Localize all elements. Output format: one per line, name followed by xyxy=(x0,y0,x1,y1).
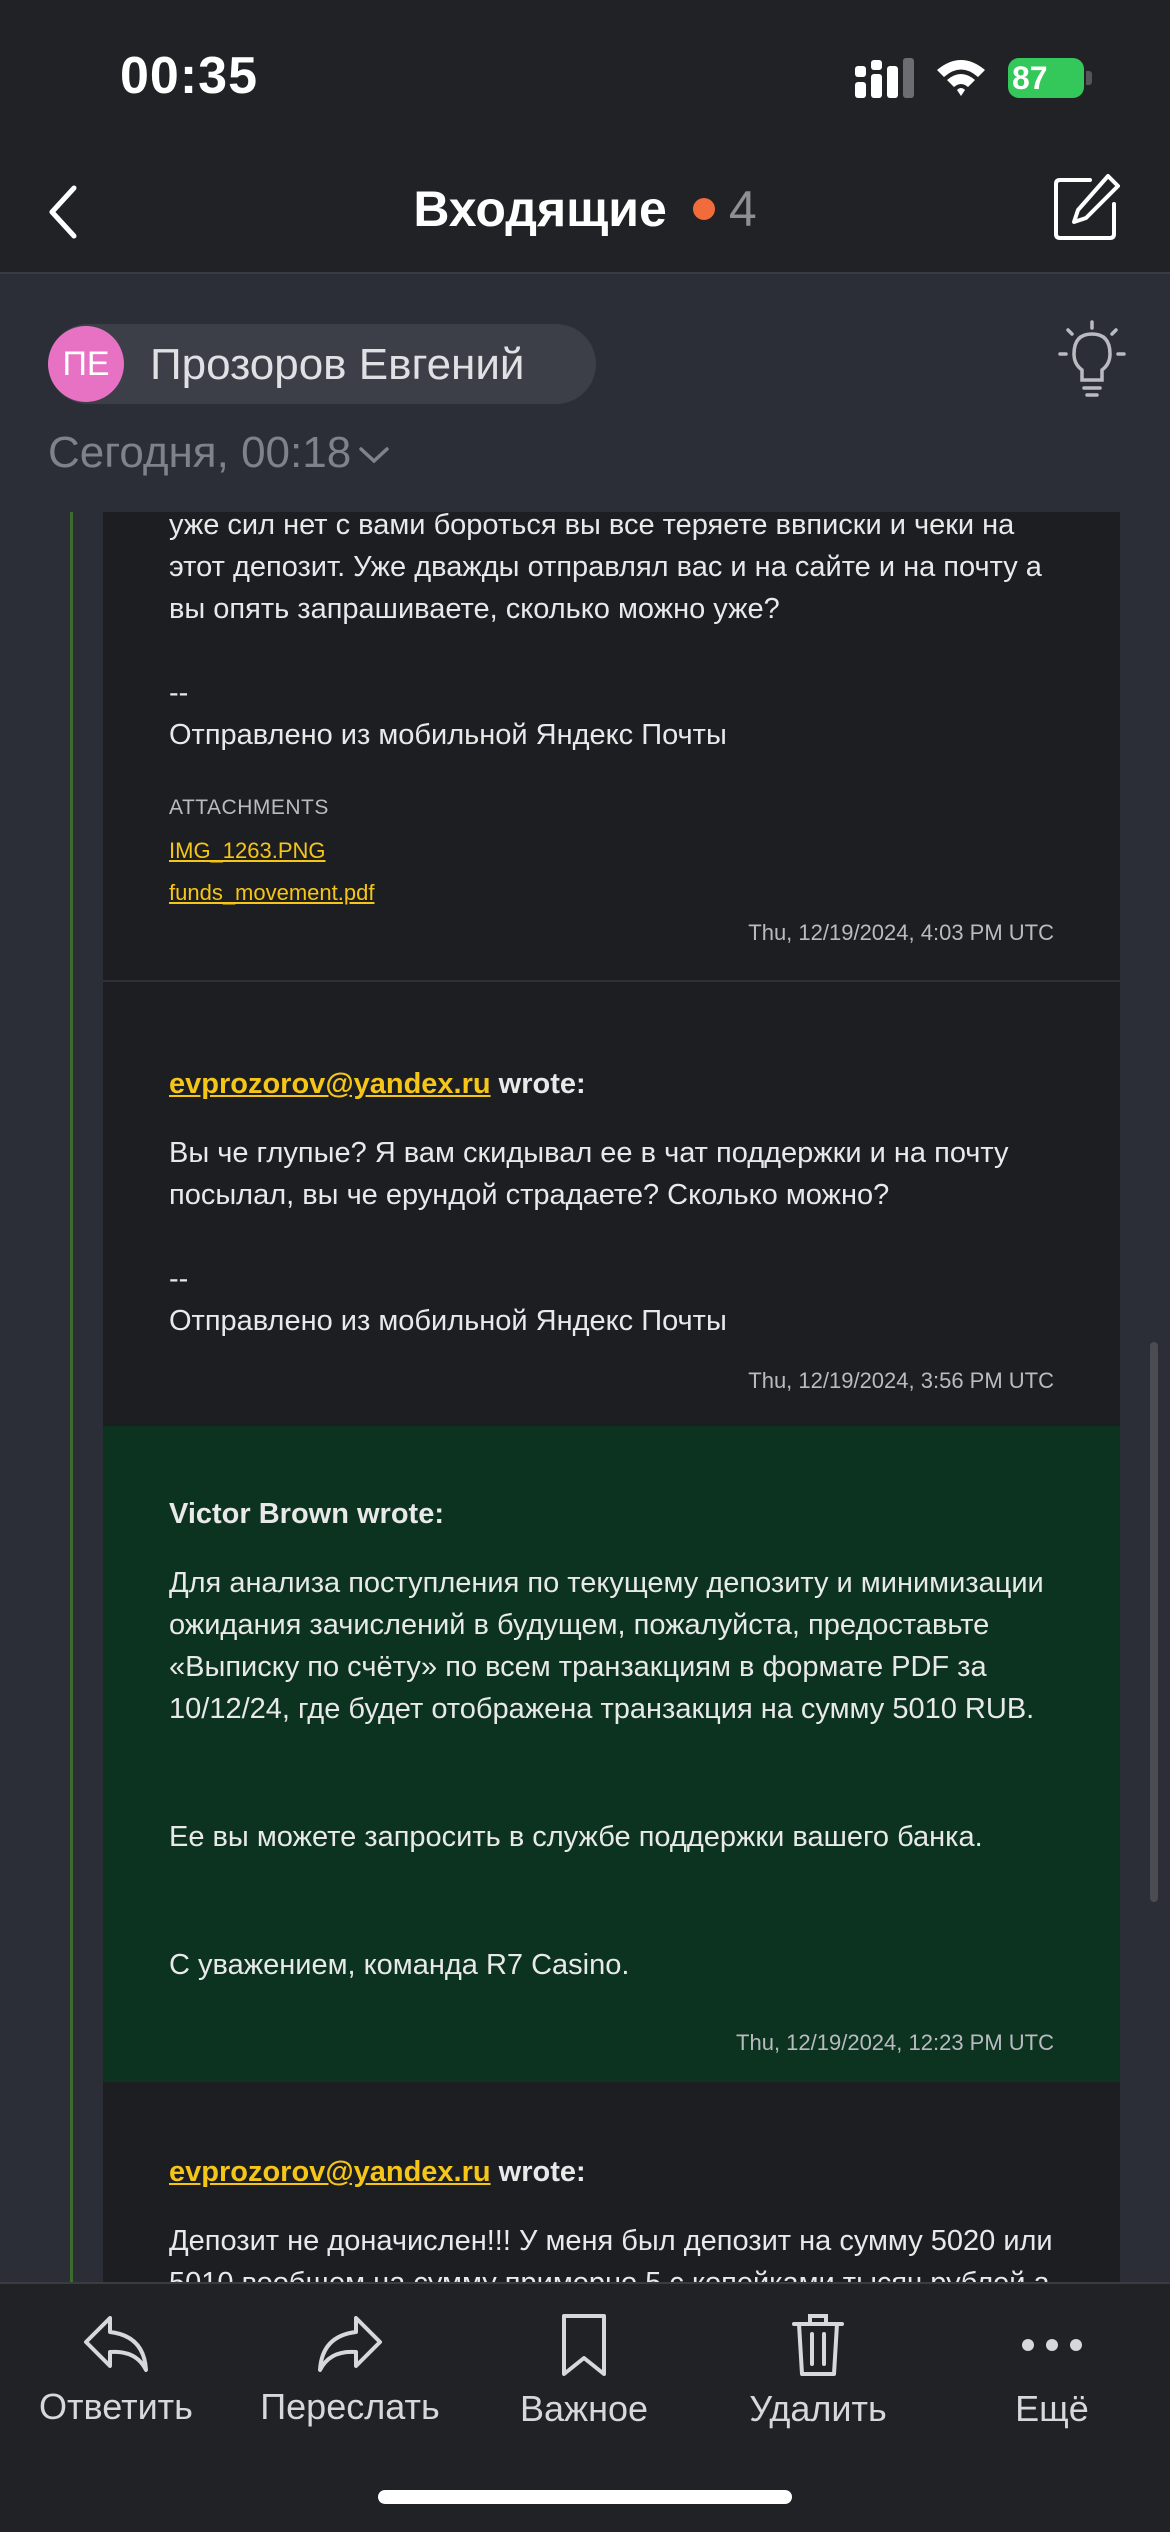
forward-button[interactable] xyxy=(240,2312,460,2428)
message-timestamp: Thu, 12/19/2024, 12:23 PM UTC xyxy=(736,2030,1054,2055)
message-body xyxy=(169,1132,1069,1342)
signature: Отправлено из мобильной Яндекс Почты xyxy=(169,719,727,751)
wifi-icon xyxy=(935,56,987,98)
message-line: 10/12/24, где будет отображена транзакция на сумму 5010 RUB. xyxy=(169,1693,1035,1725)
message-line: Вы че глупые? Я вам скидывал ее в чат поддержки и на почту xyxy=(169,1137,1009,1169)
reply-label: Ответить xyxy=(39,2386,193,2427)
folder-title: Входящие xyxy=(413,181,667,237)
sender-name: Прозоров Евгений xyxy=(150,340,525,389)
attachment-link[interactable]: funds_movement.pdf xyxy=(169,880,375,905)
forward-label: Переслать xyxy=(260,2386,440,2427)
cellular-signal-icon xyxy=(855,58,917,98)
signature-separator: -- xyxy=(169,677,189,709)
status-bar xyxy=(0,0,1170,150)
quoted-message xyxy=(103,982,1120,1426)
message-date[interactable] xyxy=(48,428,391,478)
message-line: вы опять запрашиваете, сколько можно уже? xyxy=(169,593,780,625)
message-timestamp: Thu, 12/19/2024, 4:03 PM UTC xyxy=(748,920,1054,945)
battery-indicator xyxy=(1008,58,1092,98)
attachment-link[interactable]: IMG_1263.PNG xyxy=(169,838,326,863)
battery-tip xyxy=(1086,71,1092,85)
message-line: Депозит не доначислен!!! У меня был депозит на сумму 5020 или xyxy=(169,2225,1053,2257)
signature: Отправлено из мобильной Яндекс Почты xyxy=(169,1305,727,1337)
message-line: уже сил нет с вами бороться вы все теряете ввписки и чеки на xyxy=(169,509,1015,541)
sender-chip[interactable] xyxy=(48,324,596,404)
message-line: Ее вы можете запросить в службе поддержки вашего банка. xyxy=(169,1821,983,1853)
important-label: Важное xyxy=(519,2388,649,2429)
trash-icon xyxy=(790,2312,846,2378)
message-author: Victor Brown wrote: xyxy=(169,1498,444,1530)
bookmark-icon xyxy=(556,2312,612,2378)
message-line: посылал, вы че ерундой страдаете? Сколько можно? xyxy=(169,1179,890,1211)
compose-icon[interactable] xyxy=(1050,172,1122,244)
attachments-label: ATTACHMENTS xyxy=(169,796,329,819)
message-body xyxy=(169,1562,1069,1986)
signature-separator: -- xyxy=(169,1263,189,1295)
more-label: Ещё xyxy=(1015,2388,1089,2429)
support-message xyxy=(103,1426,1120,2082)
author-email-link[interactable]: evprozorov@yandex.ru xyxy=(169,2156,491,2188)
message-date-text: Сегодня, 00:18 xyxy=(48,428,352,477)
message-body xyxy=(169,504,1069,756)
scrollbar[interactable] xyxy=(1150,1342,1158,1902)
delete-label: Удалить xyxy=(749,2388,887,2429)
author-suffix: wrote: xyxy=(490,2156,586,2188)
important-button[interactable] xyxy=(474,2312,694,2430)
more-button[interactable] xyxy=(942,2312,1162,2430)
author-suffix: wrote: xyxy=(490,1068,586,1100)
unread-count: 4 xyxy=(728,181,757,237)
lightbulb-icon[interactable] xyxy=(1060,320,1124,404)
message-author xyxy=(169,1068,586,1101)
quote-line xyxy=(70,512,73,2282)
home-indicator[interactable] xyxy=(378,2490,792,2504)
forward-icon xyxy=(314,2312,386,2376)
message-line: «Выписку по счёту» по всем транзакциям в формате PDF за xyxy=(169,1651,987,1683)
battery-percent: 87 xyxy=(1012,60,1048,96)
nav-bar xyxy=(0,150,1170,274)
message-thread[interactable] xyxy=(0,509,1170,2282)
quoted-message xyxy=(103,509,1120,980)
more-dots-icon xyxy=(1019,2312,1085,2378)
reply-button[interactable] xyxy=(6,2312,226,2428)
status-time: 00:35 xyxy=(120,47,258,105)
message-line: Для анализа поступления по текущему депозиту и минимизации xyxy=(169,1567,1044,1599)
message-author xyxy=(169,2156,586,2189)
page-title xyxy=(0,180,1170,238)
unread-dot-icon xyxy=(693,198,715,220)
message-closing: С уважением, команда R7 Casino. xyxy=(169,1949,630,1981)
message-timestamp: Thu, 12/19/2024, 3:56 PM UTC xyxy=(748,1368,1054,1393)
author-email-link[interactable]: evprozorov@yandex.ru xyxy=(169,1068,491,1100)
chevron-down-icon xyxy=(357,444,391,466)
avatar: ПЕ xyxy=(48,326,124,402)
message-line: этот депозит. Уже дважды отправлял вас и на сайте и на почту а xyxy=(169,551,1042,583)
message-header xyxy=(0,276,1170,512)
delete-button[interactable] xyxy=(708,2312,928,2430)
reply-icon xyxy=(80,2312,152,2376)
message-line: ожидания зачислений в будущем, пожалуйста, предоставьте xyxy=(169,1609,990,1641)
